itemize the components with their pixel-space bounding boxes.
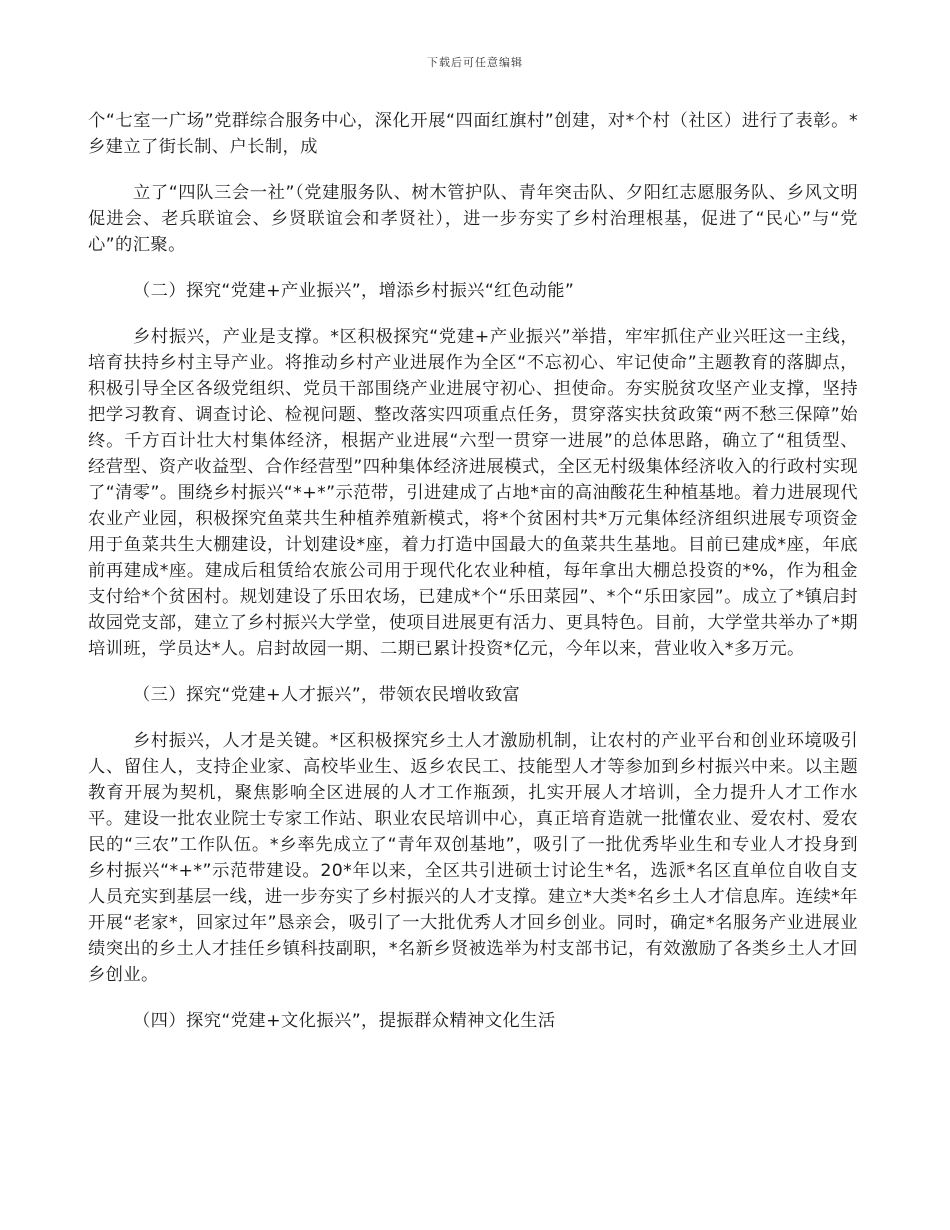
paragraph-continuation: 个“七室一广场”党群综合服务中心，深化开展“四面红旗村”创建，对*个村（社区）进行了表彰。*乡建立了街长制、户长制，成 [88, 111, 858, 157]
paragraph-talent: 乡村振兴，人才是关键。*区积极探究乡土人才激励机制，让农村的产业平台和创业环境吸引人、留住人，支持企业家、高校毕业生、返乡农民工、技能型人才等参加到乡村振兴中来。以主题教育开展为契机，聚焦影响全区进展的人才工作瓶颈，扎实开展人才培训，全力提升人才工作水平。建设一批农业院士专家工作站、职业农民培训中心，真正培育造就一批懂农业、爱农村、爱农民的“三农”工作队伍。*乡率先成立了“青年双创基地”，吸引了一批优秀毕业生和专业人才投身到乡村振兴“*+*”示范带建设。20*年以来，全区共引进硕士讨论生*名，选派*名区直单位自收自支人员充实到基层一线，进一步夯实了乡村振兴的人才支撑。建立*大类*名乡土人才信息库。连续*年开展“老家*，回家过年”恳亲会，吸引了一大批优秀人才回乡创业。同时，确定*名服务产业进展业绩突出的乡土人才挂任乡镇科技副职，*名新乡贤被选举为村支部书记，有效激励了各类乡土人才回乡创业。 [88, 731, 858, 985]
page-header: 下载后可任意编辑 [427, 56, 523, 69]
section-heading-industry: （二）探究“党建+产业振兴”，增添乡村振兴“红色动能” [132, 281, 575, 301]
section-heading-talent: （三）探究“党建+人才振兴”，带领农民增收致富 [132, 685, 521, 705]
paragraph-industry: 乡村振兴，产业是支撑。*区积极探究“党建+产业振兴”举措，牢牢抓住产业兴旺这一主线，培育扶持乡村主导产业。将推动乡村产业进展作为全区“不忘初心、牢记使命”主题教育的落脚点，积极引导全区各级党组织、党员干部围绕产业进展守初心、担使命。夯实脱贫攻坚产业支撑，坚持把学习教育、调查讨论、检视问题、整改落实四项重点任务，贯穿落实扶贫政策“两不愁三保障”始终。千方百计壮大村集体经济，根据产业进展“六型一贯穿一进展”的总体思路，确立了“租赁型、经营型、资产收益型、合作经营型”四种集体经济进展模式，全区无村级集体经济收入的行政村实现了“清零”。围绕乡村振兴“*+*”示范带，引进建成了占地*亩的高油酸花生种植基地。着力进展现代农业产业园，积极探究鱼菜共生种植养殖新模式，将*个贫困村共*万元集体经济组织进展专项资金用于鱼菜共生大棚建设，计划建设*座，着力打造中国最大的鱼菜共生基地。目前已建成*座，年底前再建成*座。建成后租赁给农旅公司用于现代化农业种植，每年拿出大棚总投资的*%，作为租金支付给*个贫困村。规划建设了乐田农场，已建成*个“乐田菜园”、*个“乐田家园”。成立了*镇启封故园党支部，建立了乡村振兴大学堂，使项目进展更有活力、更具特色。目前，大学堂共举办了*期培训班，学员达*人。启封故园一期、二期已累计投资*亿元，今年以来，营业收入*多万元。 [88, 327, 858, 659]
paragraph-four-teams: 立了“四队三会一社”（党建服务队、树木管护队、青年突击队、夕阳红志愿服务队、乡风文明促进会、老兵联谊会、乡贤联谊会和孝贤社），进一步夯实了乡村治理根基，促进了“民心”与“党心”的汇聚。 [88, 183, 858, 255]
document-body [88, 108, 858, 1034]
section-heading-culture: （四）探究“党建+文化振兴”，提振群众精神文化生活 [132, 1011, 556, 1031]
